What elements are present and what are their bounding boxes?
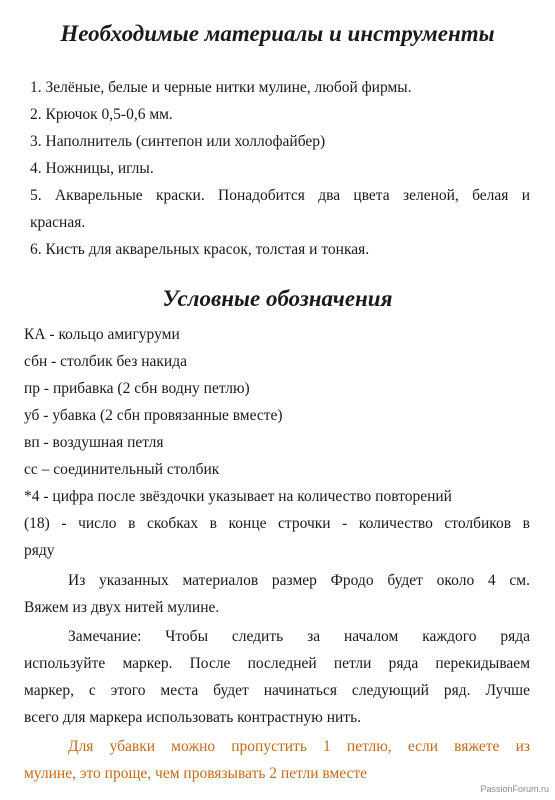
materials-title: Необходимые материалы и инструменты <box>60 21 495 46</box>
remark-line-3: маркер, с этого места будет начинаться следующий ряд. Лучше <box>24 682 530 699</box>
materials-item-2: 2. Крючок 0,5-0,6 мм. <box>30 106 173 123</box>
remark-line-4: всего для маркера использовать контрастную нить. <box>24 709 362 726</box>
legend-ss: сс – соединительный столбик <box>24 461 220 478</box>
legend-pr: пр - прибавка (2 сбн водну петлю) <box>24 380 250 397</box>
materials-item-5-line-2: красная. <box>30 214 86 231</box>
legend-paren-line-1: (18) - число в скобках в конце строчки - количество столбиков в <box>24 515 530 532</box>
legend-star: *4 - цифра после звёздочки указывает на количество повторений <box>24 488 452 505</box>
tip-line-2: мулине, это проще, чем провязывать 2 петли вместе <box>24 765 368 782</box>
materials-item-1: 1. Зелёные, белые и черные нитки мулине, любой фирмы. <box>30 79 412 96</box>
remark-line-2: используйте маркер. После последней петли ряда перекидываем <box>24 655 530 672</box>
size-note-line-2: Вяжем из двух нитей мулине. <box>24 599 220 616</box>
legend-ka: КА - кольцо амигуруми <box>24 326 180 343</box>
materials-item-3: 3. Наполнитель (синтепон или холлофайбер) <box>30 133 326 150</box>
legend-title: Условные обозначения <box>162 286 393 311</box>
watermark: PassionForum.ru <box>480 784 549 794</box>
materials-item-4: 4. Ножницы, иглы. <box>30 160 154 177</box>
remark-line-1: Замечание: Чтобы следить за началом каждого ряда <box>68 628 530 645</box>
legend-sbn: сбн - столбик без накида <box>24 353 187 370</box>
materials-item-6: 6. Кисть для акварельных красок, толстая и тонкая. <box>30 241 370 258</box>
legend-ub: уб - убавка (2 сбн провязанные вместе) <box>24 407 283 424</box>
materials-item-5-line-1: 5. Акварельные краски. Понадобится два цвета зеленой, белая и <box>30 187 530 204</box>
legend-paren-line-2: ряду <box>24 542 55 559</box>
legend-vp: вп - воздушная петля <box>24 434 164 451</box>
size-note-line-1: Из указанных материалов размер Фродо будет около 4 см. <box>68 572 530 589</box>
tip-line-1: Для убавки можно пропустить 1 петлю, если вяжете из <box>68 738 530 755</box>
